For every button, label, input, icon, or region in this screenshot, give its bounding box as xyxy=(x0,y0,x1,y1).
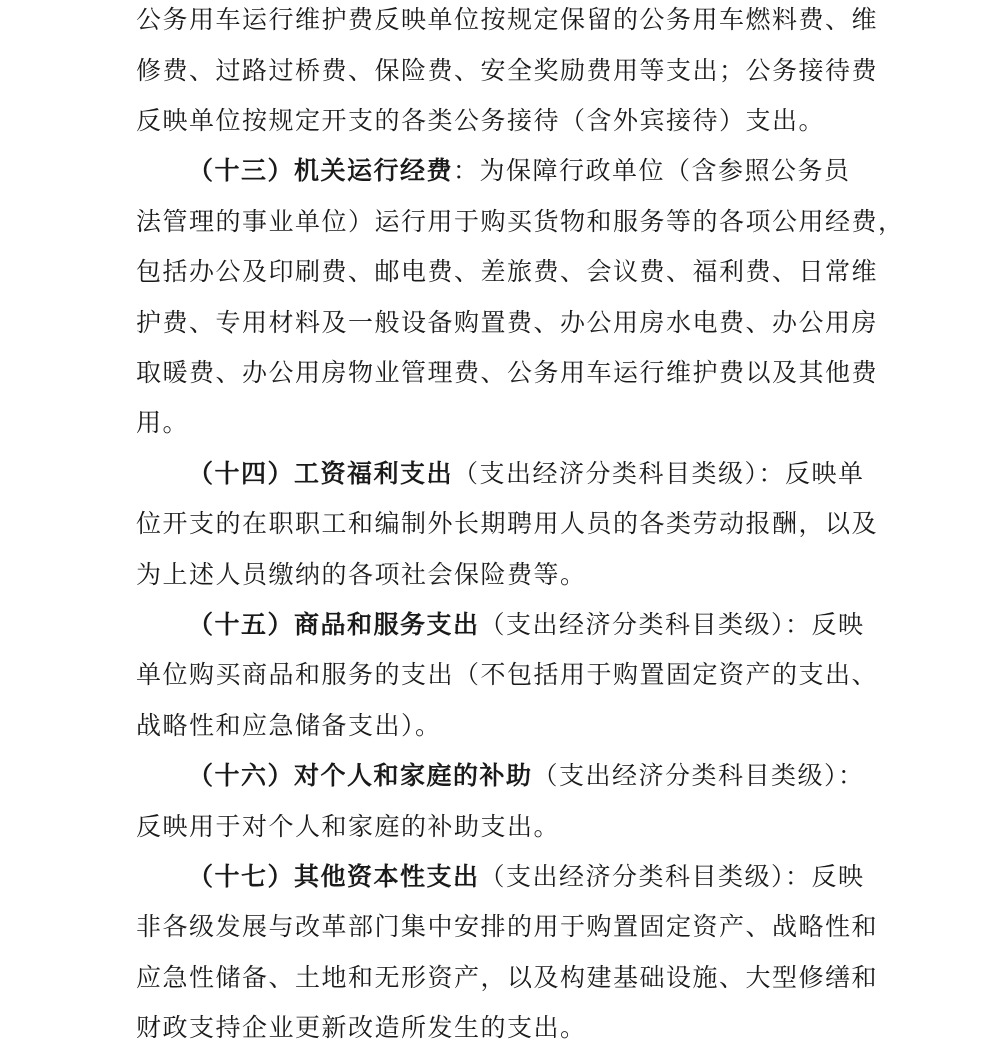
section-text: （支出经济分类科目类级）：反映 xyxy=(479,610,865,639)
text-line: 战略性和应急储备支出）。 xyxy=(136,711,442,740)
text-line: 护费、专用材料及一般设备购置费、办公用房水电费、办公用房 xyxy=(136,308,879,337)
text-line: 用。 xyxy=(136,408,190,437)
text-line: 法管理的事业单位）运行用于购买货物和服务等的各项公用经费， xyxy=(136,207,905,236)
text-line: 反映用于对个人和家庭的补助支出。 xyxy=(136,812,561,841)
document-page xyxy=(136,0,905,1043)
section-heading: （十五）商品和服务支出 xyxy=(188,610,480,639)
section-13-heading-line xyxy=(188,156,851,186)
text-line: 包括办公及印刷费、邮电费、差旅费、会议费、福利费、日常维 xyxy=(136,257,879,286)
text-line: 应急性储备、土地和无形资产，以及构建基础设施、大型修缮和 xyxy=(136,963,879,992)
section-14-heading-line xyxy=(188,459,865,489)
section-heading: （十三）机关运行经费 xyxy=(188,156,454,185)
section-heading: （十四）工资福利支出 xyxy=(188,459,454,488)
section-text: （支出经济分类科目类级）： xyxy=(532,761,865,790)
text-line: 财政支持企业更新改造所发生的支出。 xyxy=(136,1013,587,1042)
section-text: （支出经济分类科目类级）：反映单 xyxy=(453,459,865,488)
section-15-heading-line xyxy=(188,610,865,640)
text-line: 修费、过路过桥费、保险费、安全奖励费用等支出；公务接待费 xyxy=(136,56,879,85)
section-text: （支出经济分类科目类级）：反映 xyxy=(479,862,865,891)
text-line: 公务用车运行维护费反映单位按规定保留的公务用车燃料费、维 xyxy=(136,5,879,34)
text-line: 为上述人员缴纳的各项社会保险费等。 xyxy=(136,560,587,589)
section-heading: （十六）对个人和家庭的补助 xyxy=(188,761,533,790)
section-heading: （十七）其他资本性支出 xyxy=(188,862,480,891)
text-line: 单位购买商品和服务的支出（不包括用于购置固定资产的支出、 xyxy=(136,660,879,689)
text-line: 位开支的在职职工和编制外长期聘用人员的各类劳动报酬，以及 xyxy=(136,509,879,538)
text-line: 反映单位按规定开支的各类公务接待（含外宾接待）支出。 xyxy=(136,106,826,135)
section-text: ：为保障行政单位（含参照公务员 xyxy=(453,156,851,185)
text-line: 非各级发展与改革部门集中安排的用于购置固定资产、战略性和 xyxy=(136,912,879,941)
text-line: 取暖费、办公用房物业管理费、公务用车运行维护费以及其他费 xyxy=(136,358,879,387)
section-16-heading-line xyxy=(188,761,865,791)
section-17-heading-line xyxy=(188,862,865,892)
